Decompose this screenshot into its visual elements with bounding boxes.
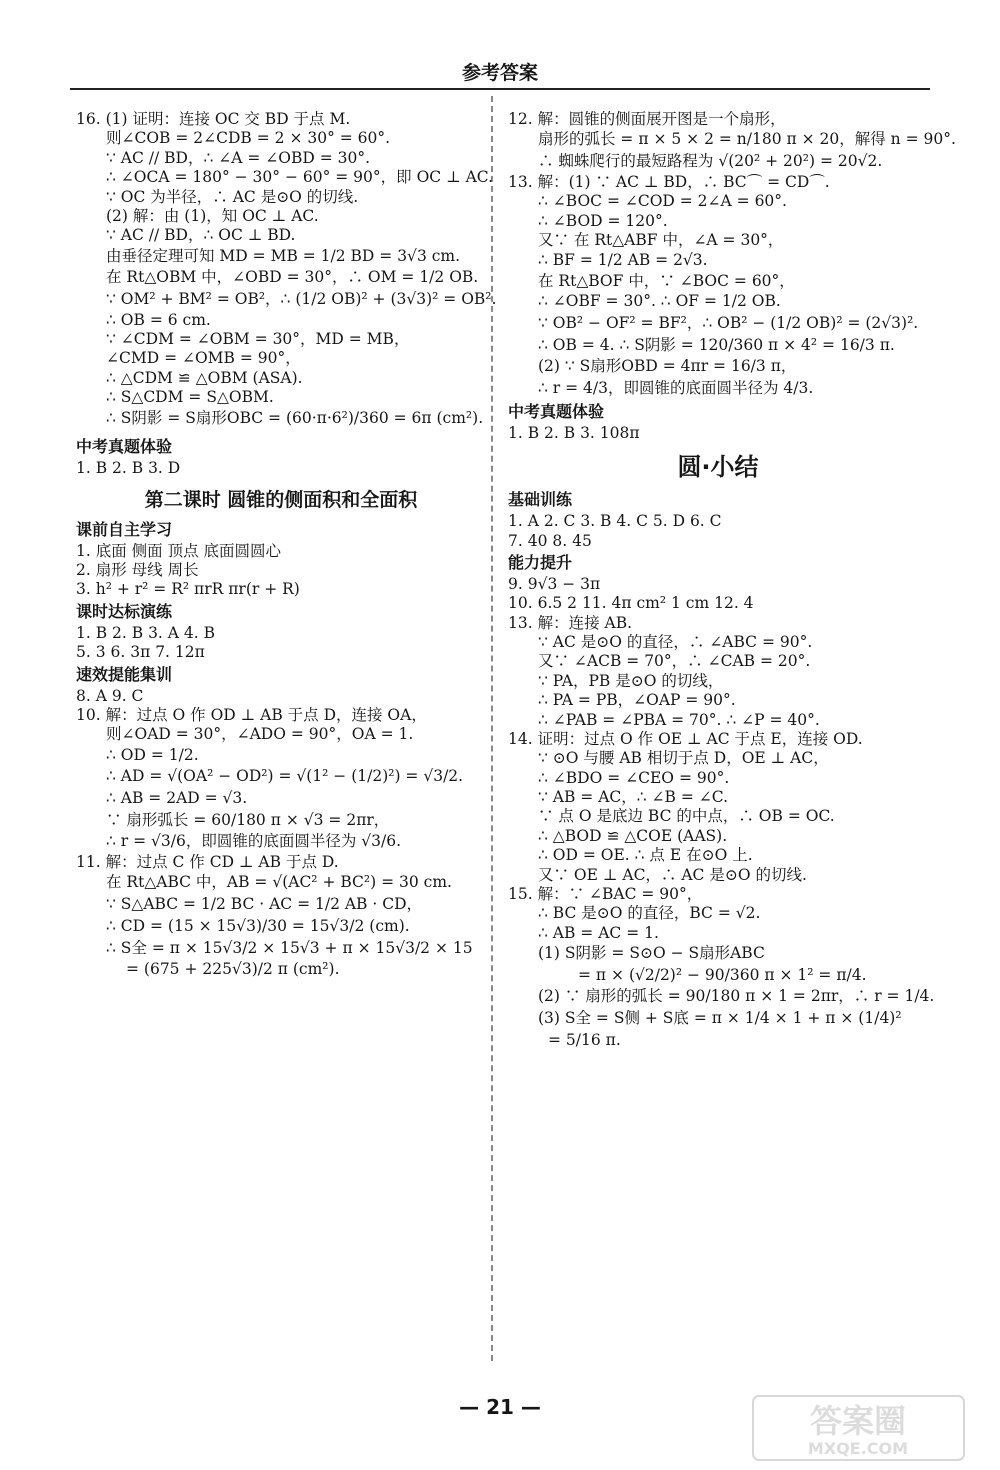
answer-line: 10. 6.5 2 11. 4π cm² 1 cm 12. 4 bbox=[508, 594, 754, 613]
q16-line: ∴ ∠OCA = 180° − 30° − 60° = 90°，即 OC ⊥ AC. bbox=[106, 168, 494, 187]
question-15-block bbox=[508, 884, 935, 1052]
answer-line: 1. A 2. C 3. B 4. C 5. D 6. C bbox=[508, 512, 722, 531]
answer-line: 2. 扇形 母线 周长 bbox=[76, 561, 199, 579]
section-heading: 能力提升 bbox=[508, 552, 573, 572]
q16-line: ∴ OB = 6 cm. bbox=[106, 310, 211, 329]
q13b-line: ∴ PA = PB，∠OAP = 90°. bbox=[538, 691, 736, 710]
q16-line: (2) 解：由 (1)，知 OC ⊥ AC. bbox=[106, 206, 319, 225]
q14-line: ∴ OD = OE. ∴ 点 E 在⊙O 上. bbox=[538, 846, 753, 865]
q14-line: ∵ AB = AC，∴ ∠B = ∠C. bbox=[538, 788, 728, 806]
q13b-line: 又∵ ∠ACB = 70°，∴ ∠CAB = 20°. bbox=[538, 652, 811, 671]
question-16-block bbox=[76, 110, 497, 429]
q12-line: 12. 解：圆锥的侧面展开图是一个扇形， bbox=[508, 110, 786, 128]
q15-line: (1) S阴影 = S⊙O − S扇形ABC bbox=[538, 944, 765, 962]
q10-line: 则∠OAD = 30°，∠ADO = 90°，OA = 1. bbox=[106, 725, 414, 744]
answer-line: 5. 3 6. 3π 7. 12π bbox=[76, 643, 205, 662]
svg-text:答案圈: 答案圈 bbox=[809, 1402, 907, 1440]
q11-line: = (675 + 225√3)/2 π (cm²). bbox=[126, 960, 340, 979]
q13-line: 在 Rt△BOF 中，∵ ∠BOC = 60°， bbox=[538, 271, 795, 290]
q13-line: (2) ∵ S扇形OBD = 4πr = 16/3 π， bbox=[538, 357, 797, 376]
q13b-line: 13. 解：连接 AB. bbox=[508, 613, 633, 632]
q16-line: ∠CMD = ∠OMB = 90°， bbox=[106, 349, 301, 368]
q13-line: ∴ ∠OBF = 30°. ∴ OF = 1/2 OB. bbox=[538, 292, 781, 311]
q11-line: 在 Rt△ABC 中，AB = √(AC² + BC²) = 30 cm. bbox=[106, 873, 452, 892]
question-13b-block bbox=[508, 614, 928, 730]
q11-line: ∴ CD = (15 × 15√3)/30 = 15√3/2 (cm). bbox=[106, 916, 410, 935]
section-heading: 中考真题体验 bbox=[508, 401, 605, 421]
q14-line: 又∵ OE ⊥ AC，∴ AC 是⊙O 的切线. bbox=[538, 865, 807, 884]
svg-text:MXQE.COM: MXQE.COM bbox=[807, 1439, 909, 1458]
q15-line: ∴ BC 是⊙O 的直径，BC = √2. bbox=[538, 904, 761, 923]
q11-line: ∵ S△ABC = 1/2 BC · AC = 1/2 AB · CD， bbox=[106, 895, 423, 914]
q14-line: ∴ △BOD ≌ △COE (AAS). bbox=[538, 826, 728, 845]
q16-line: ∵ AC // BD，∴ ∠A = ∠OBD = 30°. bbox=[106, 148, 371, 167]
q16-line: ∴ S△CDM = S△OBM. bbox=[106, 388, 274, 407]
q16-line: ∴ △CDM ≌ △OBM (ASA). bbox=[106, 368, 303, 387]
q15-line: (3) S全 = S侧 + S底 = π × 1/4 × 1 + π × (1/4)² bbox=[538, 1009, 902, 1028]
q15-line: (2) ∵ 扇形的弧长 = 90/180 π × 1 = 2πr，∴ r = 1/4. bbox=[538, 987, 935, 1006]
q16-line: ∴ S阴影 = S扇形OBC = (60·π·6²)/360 = 6π (cm²). bbox=[106, 408, 484, 427]
answer-line: 3. h² + r² = R² πrR πr(r + R) bbox=[76, 580, 300, 599]
header-rule bbox=[70, 88, 930, 90]
q13-line: ∵ OB² − OF² = BF²，∴ OB² − (1/2 OB)² = (2√3)². bbox=[538, 314, 919, 332]
q16-line: ∵ ∠CDM = ∠OBM = 30°，MD = MB， bbox=[106, 330, 410, 349]
q14-line: ∵ ⊙O 与腰 AB 相切于点 D，OE ⊥ AC， bbox=[538, 749, 829, 768]
q13b-line: ∵ PA，PB 是⊙O 的切线， bbox=[538, 671, 724, 690]
q15-line: ∴ AB = AC = 1. bbox=[538, 923, 659, 942]
q10-line: ∴ OD = 1/2. bbox=[106, 745, 199, 764]
q15-line: = π × (√2/2)² − 90/360 π × 1² = π/4. bbox=[578, 965, 867, 984]
right-column bbox=[508, 110, 956, 1051]
question-10-block bbox=[76, 706, 486, 853]
answer-line: 8. A 9. C bbox=[76, 686, 144, 705]
q10-line: ∴ r = √3/6，即圆锥的底面圆半径为 √3/6. bbox=[106, 832, 402, 851]
q16-line: 则∠COB = 2∠CDB = 2 × 30° = 60°. bbox=[106, 129, 391, 148]
q11-line: ∴ S全 = π × 15√3/2 × 15√3 + π × 15√3/2 × 15 bbox=[106, 938, 473, 957]
q10-line: 10. 解：过点 O 作 OD ⊥ AB 于点 D，连接 OA， bbox=[76, 705, 427, 724]
question-12-block bbox=[508, 110, 956, 173]
question-14-block bbox=[508, 730, 928, 885]
answer-line: 1. 底面 侧面 顶点 底面圆圆心 bbox=[76, 541, 281, 560]
q15-line: = 5/16 π. bbox=[548, 1030, 621, 1049]
section-heading: 速效提能集训 bbox=[76, 664, 173, 684]
section-heading: 课前自主学习 bbox=[76, 519, 173, 539]
q16-line: ∵ OC 为半径，∴ AC 是⊙O 的切线. bbox=[106, 187, 359, 206]
answer-line: 7. 40 8. 45 bbox=[508, 531, 592, 550]
q14-line: 14. 证明：过点 O 作 OE ⊥ AC 于点 E，连接 OD. bbox=[508, 729, 863, 748]
q16-line: 16. (1) 证明：连接 OC 交 BD 于点 M. bbox=[76, 110, 351, 128]
section-heading: 课时达标演练 bbox=[76, 601, 173, 621]
q13-line: ∴ ∠BOD = 120°. bbox=[538, 211, 668, 230]
answer-line: 9. 9√3 − 3π bbox=[508, 574, 601, 593]
question-11-block bbox=[76, 853, 486, 981]
q16-line: 在 Rt△OBM 中，∠OBD = 30°，∴ OM = 1/2 OB. bbox=[106, 268, 479, 287]
page-number: — 21 — bbox=[459, 1395, 541, 1419]
answer-line: 1. B 2. B 3. 108π bbox=[508, 423, 640, 442]
q12-line: 扇形的弧长 = π × 5 × 2 = n/180 π × 20，解得 n = 90°. bbox=[538, 130, 956, 149]
q13-line: 又∵ 在 Rt△ABF 中，∠A = 30°， bbox=[538, 230, 784, 249]
chapter-summary-title: 圆·小结 bbox=[677, 453, 759, 482]
q10-line: ∵ 扇形弧长 = 60/180 π × √3 = 2πr， bbox=[106, 810, 390, 829]
q14-line: ∴ ∠BDO = ∠CEO = 90°. bbox=[538, 768, 730, 787]
watermark-logo bbox=[751, 1394, 966, 1462]
q13-line: ∴ r = 4/3，即圆锥的底面圆半径为 4/3. bbox=[538, 379, 814, 398]
section-heading: 中考真题体验 bbox=[76, 437, 173, 457]
q10-line: ∴ AB = 2AD = √3. bbox=[106, 789, 248, 807]
column-divider bbox=[491, 96, 493, 1361]
left-column bbox=[76, 110, 497, 981]
q14-line: ∵ 点 O 是底边 BC 的中点，∴ OB = OC. bbox=[538, 807, 835, 826]
q16-line: 由垂径定理可知 MD = MB = 1/2 BD = 3√3 cm. bbox=[106, 246, 461, 265]
question-13-block bbox=[508, 173, 928, 400]
q16-line: ∵ AC // BD，∴ OC ⊥ BD. bbox=[106, 226, 296, 245]
q13-line: 13. 解：(1) ∵ AC ⊥ BD，∴ BC⌒ = CD⌒. bbox=[508, 172, 830, 191]
q13-line: ∴ BF = 1/2 AB = 2√3. bbox=[538, 251, 708, 270]
answer-line: 1. B 2. B 3. D bbox=[76, 459, 181, 478]
q16-line: ∵ OM² + BM² = OB²，∴ (1/2 OB)² + (3√3)² = OB². bbox=[106, 290, 497, 308]
q13b-line: ∵ AC 是⊙O 的直径，∴ ∠ABC = 90°. bbox=[538, 633, 813, 651]
q10-line: ∴ AD = √(OA² − OD²) = √(1² − (1/2)²) = √3/2. bbox=[106, 767, 464, 786]
answer-line: 1. B 2. B 3. A 4. B bbox=[76, 623, 216, 642]
section-heading: 基础训练 bbox=[508, 490, 573, 510]
q15-line: 15. 解：∵ ∠BAC = 90°， bbox=[508, 884, 703, 903]
q12-line: ∴ 蜘蛛爬行的最短路程为 √(20² + 20²) = 20√2. bbox=[538, 152, 883, 171]
q13-line: ∴ OB = 4. ∴ S阴影 = 120/360 π × 4² = 16/3 π. bbox=[538, 335, 895, 354]
q13b-line: ∴ ∠PAB = ∠PBA = 70°. ∴ ∠P = 40°. bbox=[538, 710, 820, 729]
lesson-title: 第二课时 圆锥的侧面积和全面积 bbox=[144, 488, 418, 511]
q11-line: 11. 解：过点 C 作 CD ⊥ AB 于点 D. bbox=[76, 853, 339, 872]
page-header-title: 参考答案 bbox=[461, 62, 538, 84]
q13-line: ∴ ∠BOC = ∠COD = 2∠A = 60°. bbox=[538, 192, 787, 211]
